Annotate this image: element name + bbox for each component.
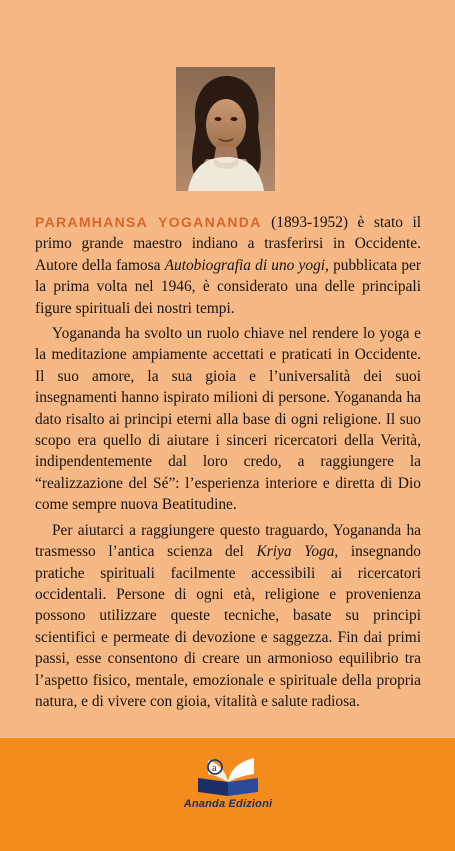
bio-paragraph-1 — [35, 212, 421, 319]
author-biography — [35, 212, 421, 712]
bio-p1-text-2: pubblicata per la prima volta nel 1946, è considerato una delle principali figure spirituali dei nostri tempi. — [35, 256, 421, 317]
author-name: PARAMHANSA YOGANANDA — [35, 214, 262, 230]
book-logo-icon — [168, 752, 288, 800]
bio-p3-text-1: Per aiutarci a raggiungere questo traguardo, Yogananda ha trasmesso l’antica scienza del — [35, 521, 421, 561]
book-title: Autobiografia di uno yogi, — [164, 256, 329, 274]
author-dates: (1893-1952) — [261, 214, 349, 231]
bio-paragraph-3 — [35, 520, 421, 713]
bio-p3-text-2: , insegnando pratiche spirituali facilmente accessibili ai ricercatori occidentali. Persone di ogni età, religione e provenienza possono utilizzare queste tecniche, basate su principi scientifici e permeate di devozione e saggezza. Fin dai primi passi, esse consentono di creare un armonioso equilibrio tra l’aspetto fisico, mentale, emozionale e spirituale della propria natura, e di vivere con gioia, vitalità e salute radiosa. — [35, 543, 422, 710]
publisher-name: Ananda Edizioni — [183, 798, 273, 810]
author-portrait — [176, 67, 275, 191]
bio-paragraph-2: Yogananda ha svolto un ruolo chiave nel rendere lo yoga e la meditazione ampiamente accettati e praticati in Occidente. Il suo amore, la sua gioia e l’universalità dei suoi insegnamenti hanno ispirato milioni di persone. Yogananda ha dato risalto ai principi eterni alla base di ogni religione. Il suo scopo era quello di aiutare i sinceri ricercatori della Verità, indipendentemente dal loro credo, a raggiungere la “realizzazione del Sé”: l’esperienza interiore e diretta di Dio come sempre nuova Beatitudine. — [35, 325, 421, 514]
svg-text:a: a — [212, 763, 217, 774]
kriya-yoga-term: Kriya Yoga — [256, 543, 335, 561]
publisher-logo — [168, 752, 288, 822]
bio-p1-text-1: è stato il primo grande maestro indiano a trasferirsi in Occidente. Autore della famosa — [35, 214, 421, 274]
